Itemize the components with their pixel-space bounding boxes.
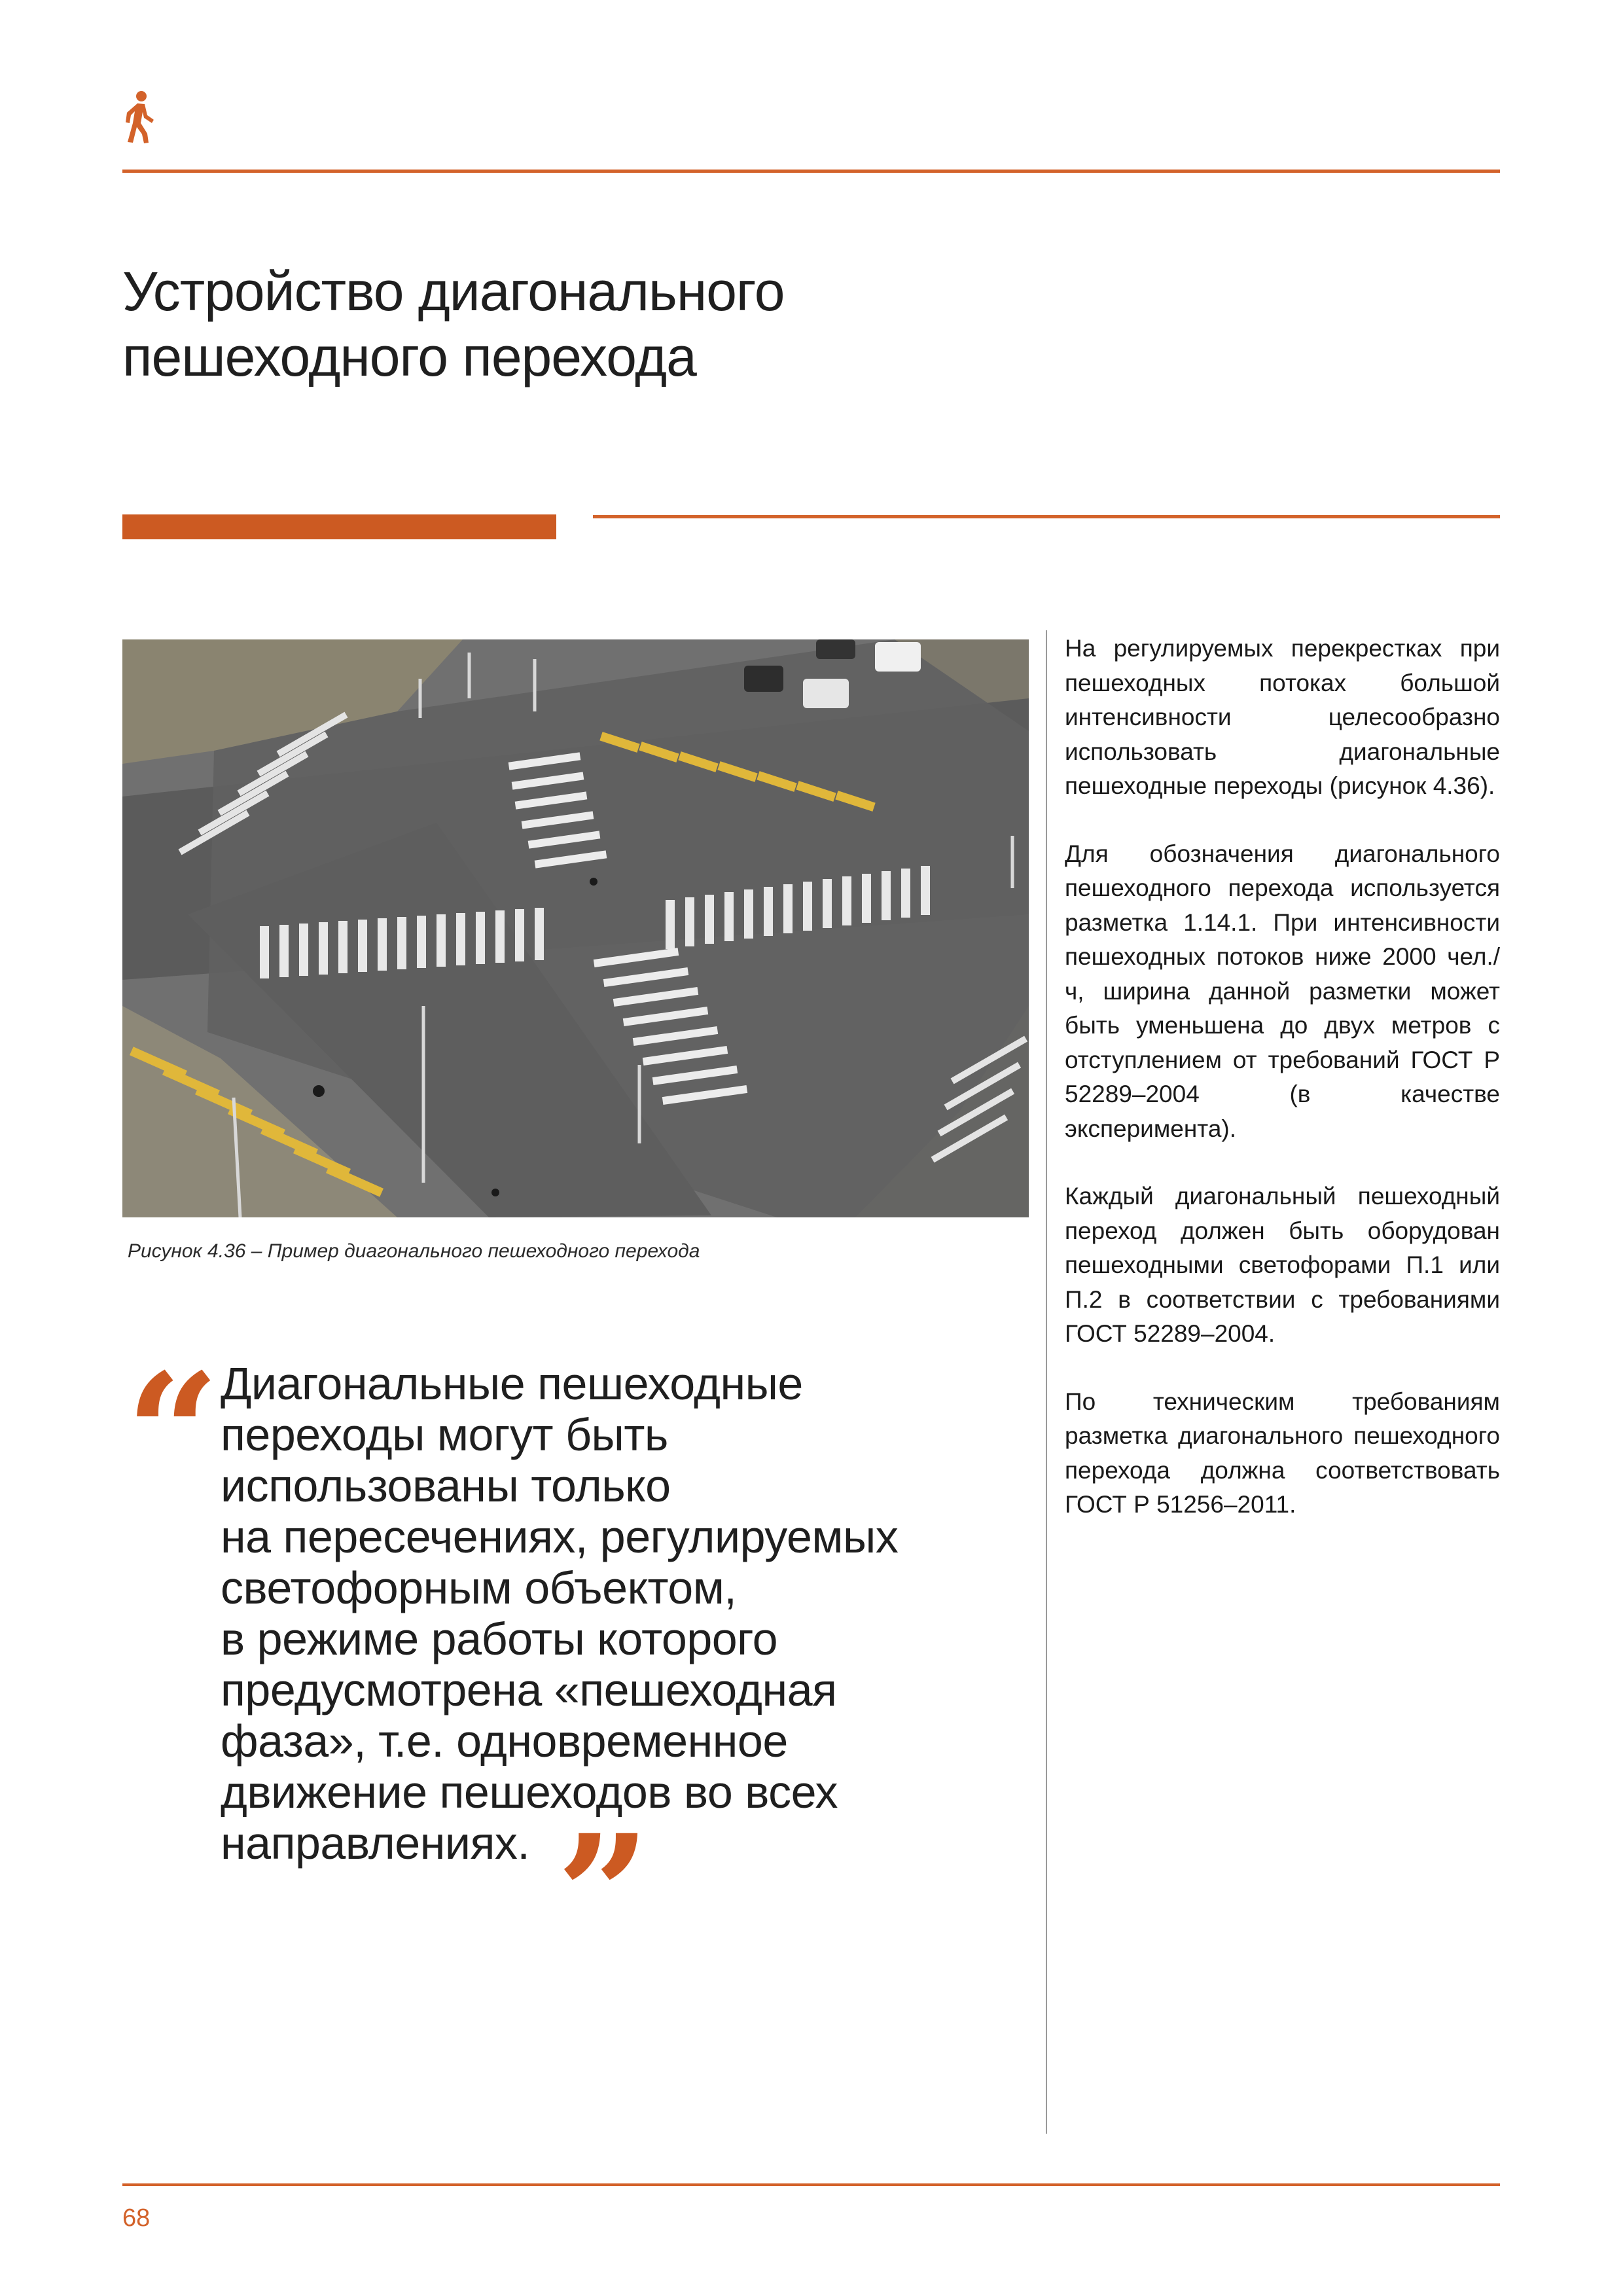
section-accent-bar (122, 514, 556, 539)
quote-line: использованы только (221, 1460, 671, 1511)
page-number: 68 (122, 2204, 151, 2232)
quote-line: предусмотрена «пешеходная (221, 1664, 837, 1715)
section-accent-rule (593, 515, 1500, 518)
title-line: пешеходного перехода (122, 326, 696, 387)
body-paragraph: Для обозначения диагонального пешеходного перехода используется разметка 1.14.1. При интенсивности пешеходных потоков ниже 2000 чел./ч, ширина данной разметки может быть уменьшена до двух метров с отступлением от требований ГОСТ Р 52289–2004 (в качестве эксперимента). (1065, 840, 1500, 1142)
footer-rule (122, 2183, 1500, 2186)
quote-line: фаза», т.е. одновременное (221, 1715, 788, 1767)
quote-line: в режиме работы которого (221, 1613, 778, 1664)
quote-line: светофорным объектом, (221, 1562, 737, 1613)
quote-line: на пересечениях, регулируемых (221, 1511, 899, 1562)
intersection-illustration (122, 639, 1029, 1217)
title-line: Устройство диагонального (122, 260, 785, 322)
pedestrian-icon (120, 90, 156, 144)
body-paragraph: По техническим требованиям разметка диагонального пешеходного перехода должна соответствовать ГОСТ Р 51256–2011. (1065, 1388, 1500, 1518)
quote-close-mark: ” (556, 1799, 651, 1991)
quote-open-mark: “ (126, 1337, 220, 1530)
body-paragraph: На регулируемых перекрестках при пешеходных потоках большой интенсивности целесообразно использовать диагональные пешеходные переходы (рисунок 4.36). (1065, 635, 1500, 799)
quote-line: Диагональные пешеходные (221, 1358, 803, 1409)
body-text-column (1065, 632, 1500, 1556)
quote-line: движение пешеходов во всех (221, 1767, 838, 1818)
column-divider (1046, 630, 1047, 2134)
figure-photo (122, 639, 1029, 1217)
header-rule (122, 170, 1500, 173)
figure-caption: Рисунок 4.36 – Пример диагонального пешеходного перехода (128, 1240, 700, 1262)
quote-line: направлениях. (221, 1818, 530, 1869)
quote-line: переходы могут быть (221, 1409, 668, 1460)
pull-quote (221, 1358, 1006, 1869)
page-title (122, 259, 1104, 389)
body-paragraph: Каждый диагональный пешеходный переход должен быть оборудован пешеходными светофорами П.1 или П.2 в соответствии с требованиями ГОСТ 52289–2004. (1065, 1183, 1500, 1347)
